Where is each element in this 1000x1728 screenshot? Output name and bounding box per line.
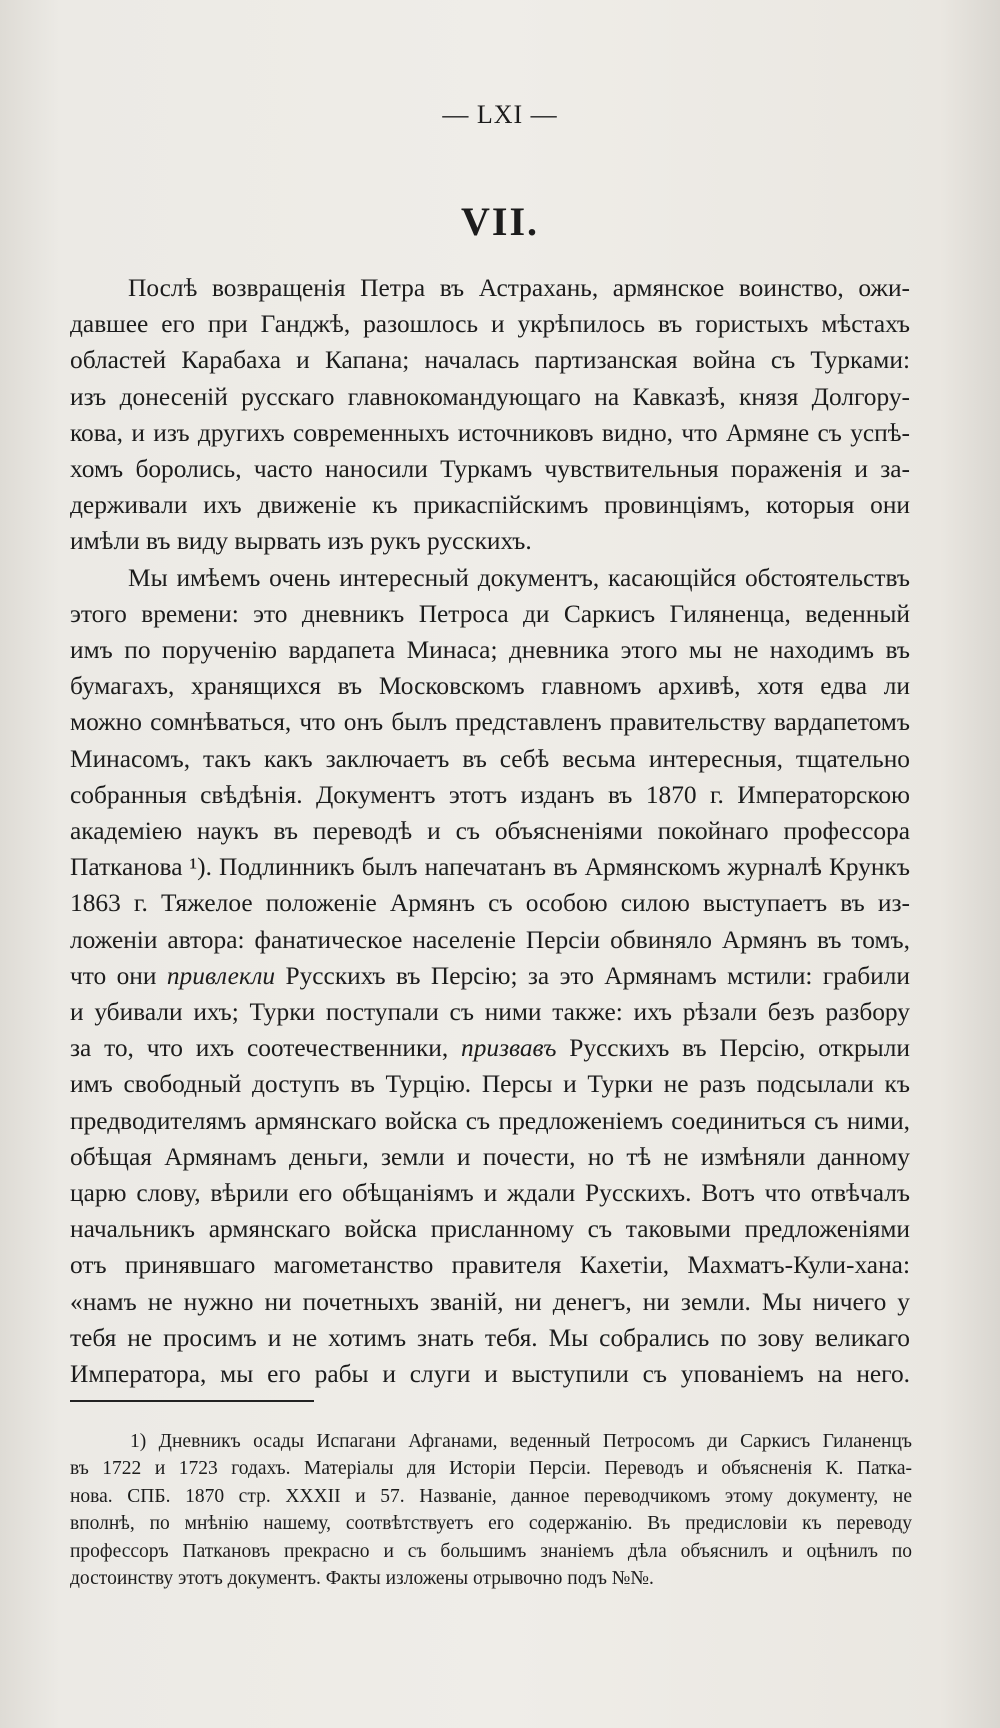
body-text [70,270,910,1392]
body-line: изъ донесеній русскаго главнокомандующаго на Кавказѣ, князя Долгору- [70,382,910,411]
body-line: академіею наукъ въ переводѣ и съ объясненіями покойнаго профессора [70,817,910,846]
body-line: имъ по порученію вардапета Минаса; дневника этого мы не находимъ въ [70,636,910,665]
emphasized-word: призвавъ [461,1034,557,1063]
body-line: царю слову, вѣрили его обѣщаніямъ и ждали Русскихъ. Вотъ что отвѣчалъ [70,1179,910,1208]
body-line: за то, что ихъ соотечественники, призвавъ Русскихъ въ Персію, открыли [70,1034,910,1063]
body-line: Мы имѣемъ очень интересный документъ, касающійся обстоятельствъ [128,563,910,592]
body-line: кова, и изъ другихъ современныхъ источниковъ видно, что Армяне съ успѣ- [70,418,910,447]
body-line: ложеніи автора: фанатическое населеніе Персіи обвиняло Армянъ въ томъ, [70,925,910,954]
body-line: давшее его при Ганджѣ, разошлось и укрѣпилось въ гористыхъ мѣстахъ [70,310,910,339]
footnote-line: нова. СПБ. 1870 стр. XXXII и 57. Названіе, данное переводчикомъ этому документу, не [70,1485,912,1507]
body-line: Послѣ возвращенія Петра въ Астрахань, армянское воинство, ожи- [128,274,910,302]
footnote [70,1428,912,1592]
body-line: имѣли въ виду вырвать изъ рукъ русскихъ. [70,527,532,556]
body-line: «намъ не нужно ни почетныхъ званій, ни денегъ, ни земли. Мы ничего у [70,1287,910,1316]
body-line: хомъ боролись, часто наносили Туркамъ чувствительныя пораженія и за- [70,455,910,484]
footnote-line: профессоръ Паткановъ прекрасно и съ большимъ знаніемъ дѣла объяснилъ и оцѣнилъ по [70,1540,912,1562]
body-line: держивали ихъ движеніе къ прикаспійскимъ провинціямъ, которыя они [70,491,910,520]
body-line: предводителямъ армянскаго войска съ предложеніемъ соединиться съ ними, [70,1106,910,1135]
chapter-heading: VII. [460,199,540,244]
body-line: Минасомъ, такъ какъ заключаетъ въ себѣ весьма интересныя, тщательно [70,744,910,773]
body-line: можно сомнѣваться, что онъ былъ представленъ правительству вардапетомъ [70,708,910,737]
body-line: имъ свободный доступъ въ Турцію. Персы и Турки не разъ подсылали къ [70,1070,910,1099]
body-line: Патканова ¹). Подлинникъ былъ напечатанъ въ Армянскомъ журналѣ Крункъ [70,853,910,882]
body-line: отъ принявшаго магометанство правителя Кахетіи, Махматъ-Кули-хана: [70,1251,910,1280]
body-line: начальникъ армянскаго войска присланному съ таковыми предложеніями [70,1215,910,1244]
body-line: 1863 г. Тяжелое положеніе Армянъ съ особою силою выступаетъ въ из- [70,889,910,918]
footnote-line: достоинству этотъ документъ. Факты изложены отрывочно подъ №№. [70,1568,654,1590]
footnote-line: въ 1722 и 1723 годахъ. Матеріалы для Исторіи Персіи. Переводъ и объясненія К. Патка- [70,1458,912,1480]
body-line: обѣщая Армянамъ деньги, земли и почести, но тѣ не измѣняли данному [70,1142,910,1171]
footnote-separator-rule [70,1400,314,1402]
body-line: и убивали ихъ; Турки поступали съ ними также: ихъ рѣзали безъ разбору [70,998,910,1027]
running-head-page-number: — LXI — [442,100,558,129]
body-line: Императора, мы его рабы и слуги и выступили съ упованіемъ на него. [70,1360,910,1389]
footnote-line: вполнѣ, по мнѣнію нашему, соотвѣтствуетъ его содержанію. Въ предисловіи къ переводу [70,1513,912,1535]
body-line: областей Карабаха и Капана; началась партизанская война съ Турками: [70,346,910,375]
emphasized-word: привлекли [166,961,276,990]
body-line: что они привлекли Русскихъ въ Персію; за это Армянамъ мстили: грабили [70,961,910,990]
body-line: тебя не просимъ и не хотимъ знать тебя. Мы собрались по зову великаго [70,1323,910,1352]
footnote-line: 1) Дневникъ осады Испагани Афганами, веденный Петросомъ ди Саркисъ Гиланенцъ [130,1431,912,1452]
body-line: этого времени: это дневникъ Петроса ди Саркисъ Гиляненца, веденный [70,599,910,628]
body-line: бумагахъ, хранящихся въ Московскомъ главномъ архивѣ, хотя едва ли [70,672,910,701]
body-line: собранныя свѣдѣнія. Документъ этотъ изданъ въ 1870 г. Императорскою [70,780,910,809]
